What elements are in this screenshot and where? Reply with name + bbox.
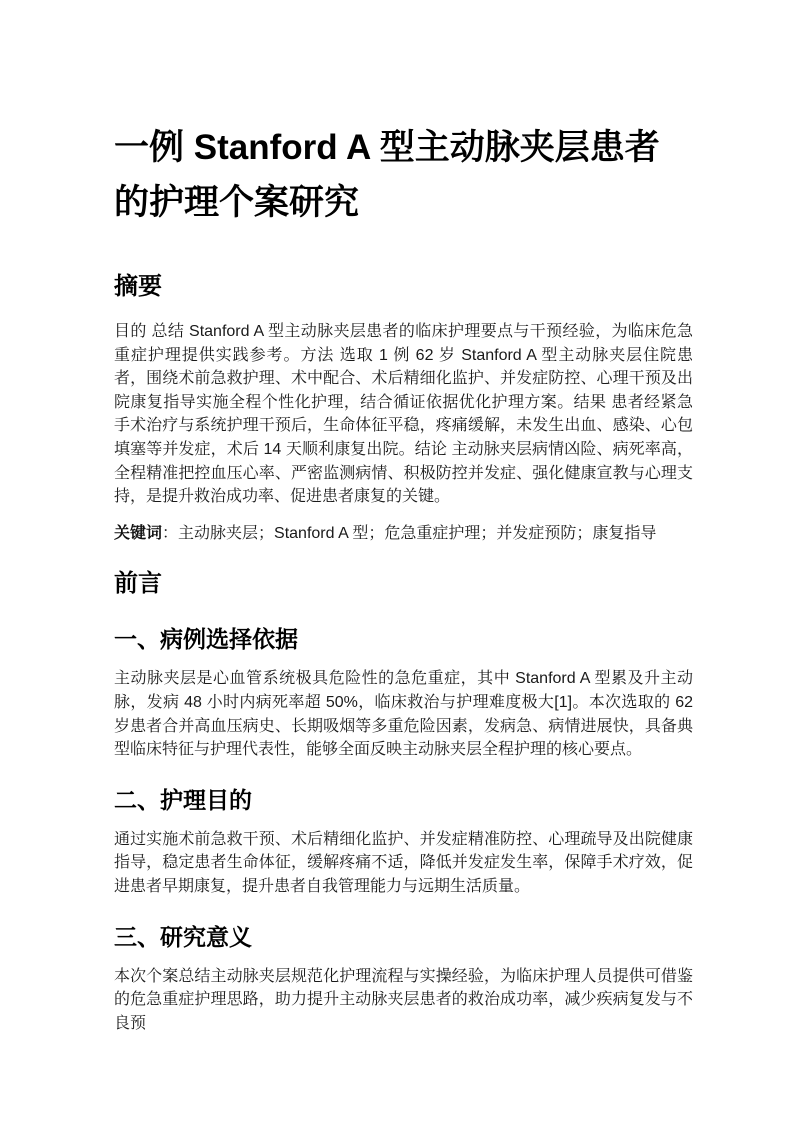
keywords-separator: ： <box>162 524 179 542</box>
preface-heading: 前言 <box>114 570 162 598</box>
keywords-text: 主动脉夹层；Stanford A 型；危急重症护理；并发症预防；康复指导 <box>178 524 657 542</box>
section-heading-research-significance: 三、研究意义 <box>114 923 252 950</box>
abstract-heading: 摘要 <box>114 273 162 300</box>
section-body-nursing-purpose: 通过实施术前急救干预、术后精细化监护、并发症精准防控、心理疏导及出院健康指导，稳定患者生命体征，缓解疼痛不适，降低并发症发生率，保障手术疗效，促进患者早期康复，提升患者自我管理能力与远期生活质量。 <box>114 830 693 895</box>
section-nursing-purpose <box>114 784 693 899</box>
section-heading-nursing-purpose: 二、护理目的 <box>114 786 252 813</box>
section-research-significance <box>114 921 693 1036</box>
document-title: 一例 Stanford A 型主动脉夹层患者的护理个案研究 <box>114 128 660 222</box>
keywords-line <box>114 522 693 546</box>
section-case-selection <box>114 623 693 761</box>
section-body-research-significance: 本次个案总结主动脉夹层规范化护理流程与实操经验，为临床护理人员提供可借鉴的危急重症护理思路，助力提升主动脉夹层患者的救治成功率，减少疾病复发与不良预 <box>114 967 693 1032</box>
keywords-label: 关键词 <box>114 524 163 542</box>
section-heading-case-selection: 一、病例选择依据 <box>114 626 298 653</box>
section-body-case-selection: 主动脉夹层是心血管系统极具危险性的急危重症，其中 Stanford A 型累及升主动脉，发病 48 小时内病死率超 50%，临床救治与护理难度极大[1]。本次选取的 62 岁患者合并高血压病史、长期吸烟等多重危险因素，发病急、病情进展快，具备典型临床特征与护理代表性，能够全面反映主动脉夹层全程护理的核心要点。 <box>114 670 693 759</box>
abstract-body: 目的 总结 Stanford A 型主动脉夹层患者的临床护理要点与干预经验，为临床危急重症护理提供实践参考。方法 选取 1 例 62 岁 Stanford A 型主动脉夹层住院患者，围绕术前急救护理、术中配合、术后精细化监护、并发症防控、心理干预及出院康复指导实施全程个性化护理，结合循证依据优化护理方案。结果 患者经紧急手术治疗与系统护理干预后，生命体征平稳，疼痛缓解，未发生出血、感染、心包填塞等并发症，术后 14 天顺利康复出院。结论 主动脉夹层病情凶险、病死率高，全程精准把控血压心率、严密监测病情、积极防控并发症、强化健康宣教与心理支持，是提升救治成功率、促进患者康复的关键。 <box>114 323 693 506</box>
